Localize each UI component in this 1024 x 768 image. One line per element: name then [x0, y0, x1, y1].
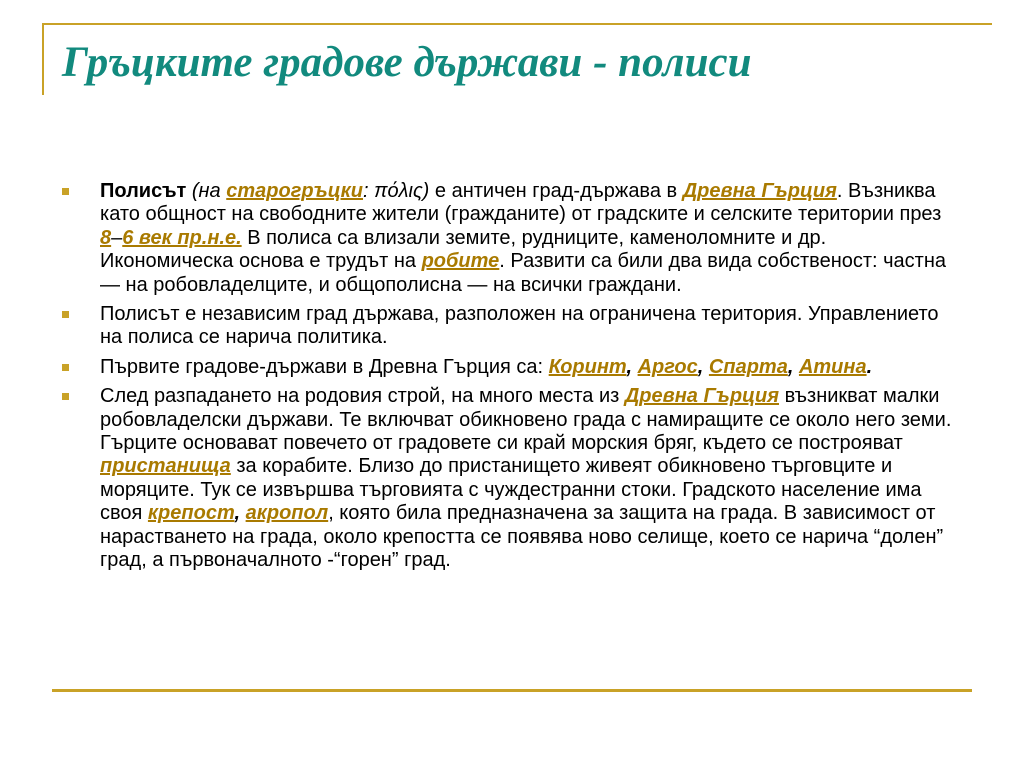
slide-title: Гръцките градове държави - полиси — [62, 39, 752, 86]
bullet-item-slave-states — [62, 385, 962, 572]
comma-text: , — [787, 355, 799, 378]
link-ancient-greece[interactable]: Древна Гърция — [624, 385, 780, 408]
bullet-item-first-city-states — [62, 356, 962, 379]
left-frame-line — [42, 23, 44, 95]
square-bullet-icon — [62, 393, 69, 400]
text-segment: . Развити са били два вида собственост: частна — на робовладелците, и общополисна — на всички граждани. — [100, 250, 946, 296]
comma-text: , — [234, 502, 246, 525]
bullet-list — [62, 180, 962, 579]
link-slaves[interactable]: робите — [421, 250, 500, 273]
link-acropolis[interactable]: акропол — [245, 502, 329, 525]
top-frame-line — [42, 23, 992, 25]
paren-open-text: (на — [186, 180, 227, 202]
link-ancient-greece[interactable]: Древна Гърция — [682, 180, 837, 202]
bottom-frame-line — [52, 689, 972, 692]
dash-text: – — [111, 226, 123, 249]
link-argos[interactable]: Аргос — [637, 355, 698, 378]
square-bullet-icon — [62, 364, 69, 371]
link-corinth[interactable]: Коринт — [548, 355, 627, 378]
greek-word-text: : πόλις) — [363, 180, 430, 202]
bullet-item-polis-independent — [62, 303, 962, 350]
square-bullet-icon — [62, 311, 69, 318]
link-harbors[interactable]: пристанища — [100, 455, 231, 478]
text-segment: Полисът е независим град държава, разположен на ограничена територия. Управлението на полиса се нарича политика. — [100, 303, 939, 349]
link-8th-century[interactable]: 8 — [100, 226, 112, 249]
text-segment: за корабите. Близо до пристанището живеят обикновено търговците и моряците. Тук се извършва търговията с чуждестранни стоки. Градското население има своя — [100, 455, 922, 525]
text-segment: След разпадането на родовия строй, на много места из — [100, 385, 625, 408]
link-old-greek[interactable]: старогръцки — [226, 180, 364, 202]
text-segment: Първите градове-държави в Древна Гърция са: — [100, 355, 549, 378]
period-text: . — [866, 355, 873, 378]
comma-text: , — [697, 355, 709, 378]
link-athens[interactable]: Атина — [798, 355, 867, 378]
text-segment: , която била предназначена за защита на града. В зависимост от нарастването на града, около крепостта се появява ново селище, което се нарича “долен” град, а първоначалното -“горен” град. — [100, 502, 944, 572]
term-polis: Полисът — [100, 180, 187, 202]
text-segment: В полиса са влизали земите, рудниците, каменоломните и др. Икономическа основа е трудът на — [100, 226, 827, 273]
comma-text: , — [626, 355, 638, 378]
text-segment: възникват малки робовладелски държави. Те включват обикновено града с намиращите се около него земи. Гърците основават повечето от градовете си край морския бряг, където се построяват — [100, 385, 952, 455]
link-sparta[interactable]: Спарта — [708, 355, 788, 378]
bullet-item-polis-definition — [62, 180, 962, 297]
text-segment: . Възниква като общност на свободните жители (гражданите) от градските и селските територии през — [100, 180, 942, 226]
link-fortress[interactable]: крепост — [147, 502, 235, 525]
text-segment: е античен град-държава в — [429, 180, 683, 202]
link-6th-century-bc[interactable]: 6 век пр.н.е. — [122, 226, 242, 249]
square-bullet-icon — [62, 188, 69, 195]
